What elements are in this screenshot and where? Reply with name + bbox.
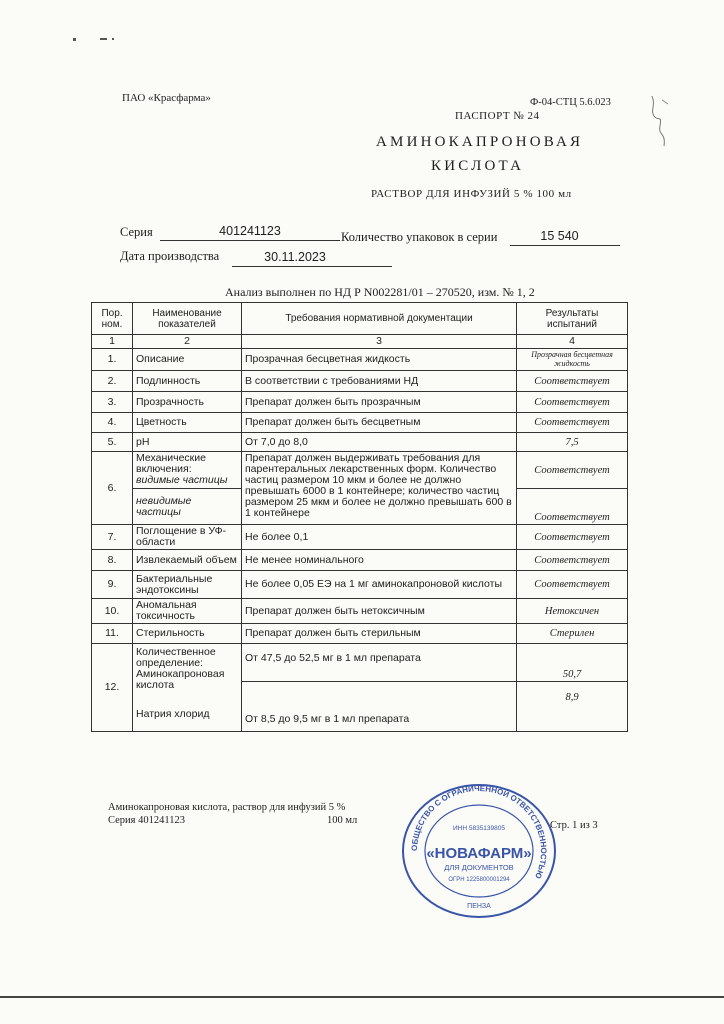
page-number: Стр. 1 из 3 <box>550 820 598 831</box>
table-row <box>92 413 628 433</box>
table-row <box>92 371 628 392</box>
row-num: 7. <box>92 525 133 550</box>
product-subtitle: РАСТВОР ДЛЯ ИНФУЗИЙ 5 % 100 мл <box>371 188 572 200</box>
row-subname-visible: видимые частицы <box>136 474 228 486</box>
table-row <box>92 433 628 452</box>
row-num: 12. <box>92 644 133 732</box>
row-num: 8. <box>92 550 133 571</box>
row-name: Цветность <box>133 413 242 433</box>
row-requirement: Препарат должен быть прозрачным <box>242 392 517 413</box>
row-requirement: От 7,0 до 8,0 <box>242 433 517 452</box>
row-result: Стерилен <box>549 628 595 639</box>
date-underline <box>232 266 392 267</box>
column-number-row <box>92 335 628 349</box>
row-name: Аномальная токсичность <box>133 599 242 624</box>
analysis-reference: Анализ выполнен по НД Р N002281/01 – 270520, изм. № 1, 2 <box>225 285 535 299</box>
row-name: Извлекаемый объем <box>133 550 242 571</box>
row-requirement: В соответствии с требованиями НД <box>242 371 517 392</box>
table-header-row <box>92 303 628 335</box>
row-result: Соответствует <box>534 417 610 428</box>
row-requirement: Препарат должен быть нетоксичным <box>242 599 517 624</box>
row-requirement: Препарат должен выдерживать требования для парентеральных лекарственных форм. Количество частиц размером 10 мкм и более не должно превышать 6000 в 1 контейнере; количество частиц размером 25 мкм и более не должно превышать 600 в 1 контейнере <box>242 452 517 525</box>
row-num: 3. <box>92 392 133 413</box>
row-subname-a: Аминокапроновая кислота <box>136 668 225 691</box>
date-value: 30.11.2023 <box>264 250 326 264</box>
row-result-b: 8,9 <box>565 692 579 703</box>
footer-series: Серия 401241123 <box>108 815 185 826</box>
row-result-a: 50,7 <box>562 669 582 680</box>
row-result: Соответствует <box>534 531 610 543</box>
stamp-ring-text: ОБЩЕСТВО С ОГРАНИЧЕННОЙ ОТВЕТСТВЕННОСТЬЮ <box>409 783 549 880</box>
series-label: Серия <box>120 225 153 239</box>
row-num: 4. <box>92 413 133 433</box>
stamp-ogrn: ОГРН 1225800001294 <box>448 877 510 883</box>
qty-value: 15 540 <box>540 229 579 243</box>
stamp-company-name: «НОВАФАРМ» <box>426 845 532 862</box>
row-name: Подлинность <box>133 371 242 392</box>
stamp-city: ПЕНЗА <box>467 903 491 910</box>
table-row <box>92 525 628 550</box>
table-row <box>92 349 628 371</box>
row-result-visible: Соответствует <box>534 464 610 476</box>
footer-volume: 100 мл <box>327 815 358 826</box>
col-number: 4 <box>517 335 628 349</box>
row-result: Соответствует <box>534 375 610 387</box>
row-result-invisible: Соответствует <box>534 512 610 523</box>
handwritten-mark <box>644 92 674 152</box>
row-num: 6. <box>92 452 133 525</box>
row-name: Прозрачность <box>133 392 242 413</box>
stamp-subtitle: ДЛЯ ДОКУМЕНТОВ <box>444 863 514 872</box>
table-row <box>92 452 628 489</box>
row-name: Стерильность <box>133 624 242 644</box>
row-name: pH <box>133 433 242 452</box>
row-num: 9. <box>92 571 133 599</box>
col-number: 1 <box>92 335 133 349</box>
row-result: Соответствует <box>534 396 610 408</box>
row-requirement: Прозрачная бесцветная жидкость <box>242 349 517 371</box>
qty-label: Количество упаковок в серии <box>341 230 498 244</box>
row-requirement: Не более 0,05 ЕЭ на 1 мг аминокапроновой кислоты <box>242 571 517 599</box>
row-name: Поглощение в УФ-области <box>133 525 242 550</box>
row-subname-b: Натрия хлорид <box>136 708 210 720</box>
row-requirement: Препарат должен быть бесцветным <box>242 413 517 433</box>
company-name: ПАО «Красфарма» <box>122 92 211 104</box>
table-row <box>92 644 628 682</box>
series-underline <box>160 240 340 241</box>
row-requirement: Препарат должен быть стерильным <box>242 624 517 644</box>
analysis-table <box>91 302 628 732</box>
table-row <box>92 624 628 644</box>
row-name: Описание <box>133 349 242 371</box>
scan-speck <box>112 38 114 40</box>
date-label: Дата производства <box>120 249 220 263</box>
header-requirements: Требования нормативной документации <box>242 303 517 335</box>
product-title-line2: КИСЛОТА <box>431 158 525 174</box>
row-name: Количественное определение: <box>136 646 216 669</box>
row-result: Нетоксичен <box>544 605 600 617</box>
row-num: 11. <box>92 624 133 644</box>
col-number: 2 <box>133 335 242 349</box>
table-row <box>92 571 628 599</box>
qty-underline <box>510 245 620 246</box>
row-requirement: Не более 0,1 <box>242 525 517 550</box>
footer-product: Аминокапроновая кислота, раствор для инфузий 5 % <box>108 802 346 813</box>
row-num: 2. <box>92 371 133 392</box>
row-name: Механические включения: <box>136 452 206 475</box>
product-title-line1: АМИНОКАПРОНОВАЯ <box>376 134 584 150</box>
row-num: 5. <box>92 433 133 452</box>
table-row <box>92 392 628 413</box>
header-num: Пор. ном. <box>92 303 133 335</box>
table-row <box>92 550 628 571</box>
row-result: Прозрачная бесцветная жидкость <box>531 350 613 368</box>
row-requirement-b: От 8,5 до 9,5 мг в 1 мл препарата <box>242 682 517 732</box>
row-requirement-a: От 47,5 до 52,5 мг в 1 мл препарата <box>242 644 517 682</box>
row-subname-invisible: невидимые частицы <box>136 494 192 518</box>
company-stamp <box>400 782 558 920</box>
row-result: 7,5 <box>565 436 579 448</box>
row-num: 1. <box>92 349 133 371</box>
row-result: Соответствует <box>534 554 610 566</box>
table-row <box>92 599 628 624</box>
scan-speck <box>73 38 76 41</box>
header-indicator: Наименование показателей <box>133 303 242 335</box>
col-number: 3 <box>242 335 517 349</box>
row-result: Соответствует <box>534 579 610 590</box>
scan-speck <box>100 38 107 40</box>
series-value: 401241123 <box>219 224 281 238</box>
header-results: Результаты испытаний <box>517 303 628 335</box>
form-code: Ф-04-СТЦ 5.6.023 <box>530 97 611 108</box>
row-requirement: Не менее номинального <box>242 550 517 571</box>
row-num: 10. <box>92 599 133 624</box>
scan-edge-line <box>0 996 724 998</box>
stamp-inn: ИНН 5835139805 <box>452 825 506 832</box>
row-name: Бактериальные эндотоксины <box>133 571 242 599</box>
passport-number: ПАСПОРТ № 24 <box>455 110 540 122</box>
